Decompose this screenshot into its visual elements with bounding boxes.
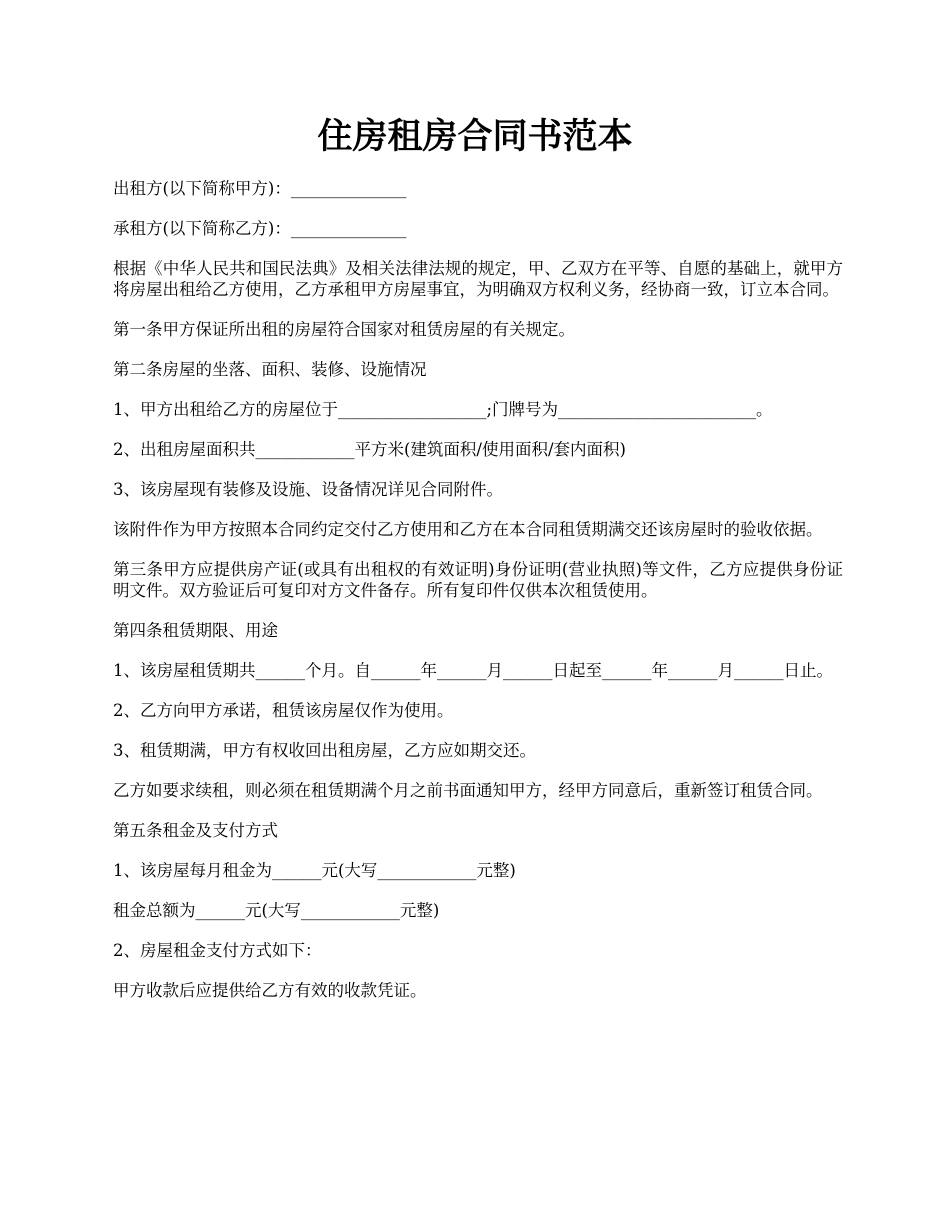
paragraph-article-4-item-2: 2、乙方向甲方承诺，租赁该房屋仅作为使用。: [113, 701, 454, 720]
paragraph-article-5-heading: 第五条租金及支付方式: [113, 821, 278, 840]
paragraph-lessor: 出租方(以下简称甲方)：______________: [113, 179, 407, 198]
paragraph-attachment-note: 该附件作为甲方按照本合同约定交付乙方使用和乙方在本合同租赁期满交还该房屋时的验收依据。: [113, 520, 823, 539]
paragraph-article-2-item-3: 3、该房屋现有装修及设施、设备情况详见合同附件。: [113, 480, 503, 499]
paragraph-article-4-item-1: 1、该房屋租赁期共______个月。自______年______月______日起至______年______月______日止。: [113, 661, 833, 680]
paragraph-article-5-item-2: 2、房屋租金支付方式如下：: [113, 941, 322, 960]
paragraph-renewal-note: 乙方如要求续租，则必须在租赁期满个月之前书面通知甲方，经甲方同意后，重新签订租赁合同。: [113, 781, 823, 800]
paragraph-article-2-item-1: 1、甲方出租给乙方的房屋位于__________________;门牌号为________________________。: [113, 400, 773, 419]
paragraph-receipt-note: 甲方收款后应提供给乙方有效的收款凭证。: [113, 981, 427, 1000]
paragraph-article-3: 第三条甲方应提供房产证(或具有出租权的有效证明)身份证明(营业执照)等文件，乙方应提供身份证明文件。双方验证后可复印对方文件备存。所有复印件仅供本次租赁使用。: [113, 560, 843, 600]
paragraph-total-rent: 租金总额为______元(大写____________元整): [113, 901, 440, 920]
document-body: [113, 178, 843, 1020]
paragraph-article-4-heading: 第四条租赁期限、用途: [113, 621, 278, 640]
paragraph-preamble: 根据《中华人民共和国民法典》及相关法律法规的规定，甲、乙双方在平等、自愿的基础上，就甲方将房屋出租给乙方使用，乙方承租甲方房屋事宜，为明确双方权利义务，经协商一致，订立本合同。: [113, 259, 843, 299]
paragraph-lessee: 承租方(以下简称乙方)：______________: [113, 219, 407, 238]
paragraph-article-4-item-3: 3、租赁期满，甲方有权收回出租房屋，乙方应如期交还。: [113, 741, 536, 760]
paragraph-article-2-heading: 第二条房屋的坐落、面积、装修、设施情况: [113, 360, 427, 379]
paragraph-article-2-item-2: 2、出租房屋面积共____________平方米(建筑面积/使用面积/套内面积): [113, 440, 626, 459]
paragraph-article-5-item-1: 1、该房屋每月租金为______元(大写____________元整): [113, 861, 516, 880]
document-title: 住房租房合同书范本: [317, 116, 633, 157]
paragraph-article-1: 第一条甲方保证所出租的房屋符合国家对租赁房屋的有关规定。: [113, 320, 575, 339]
